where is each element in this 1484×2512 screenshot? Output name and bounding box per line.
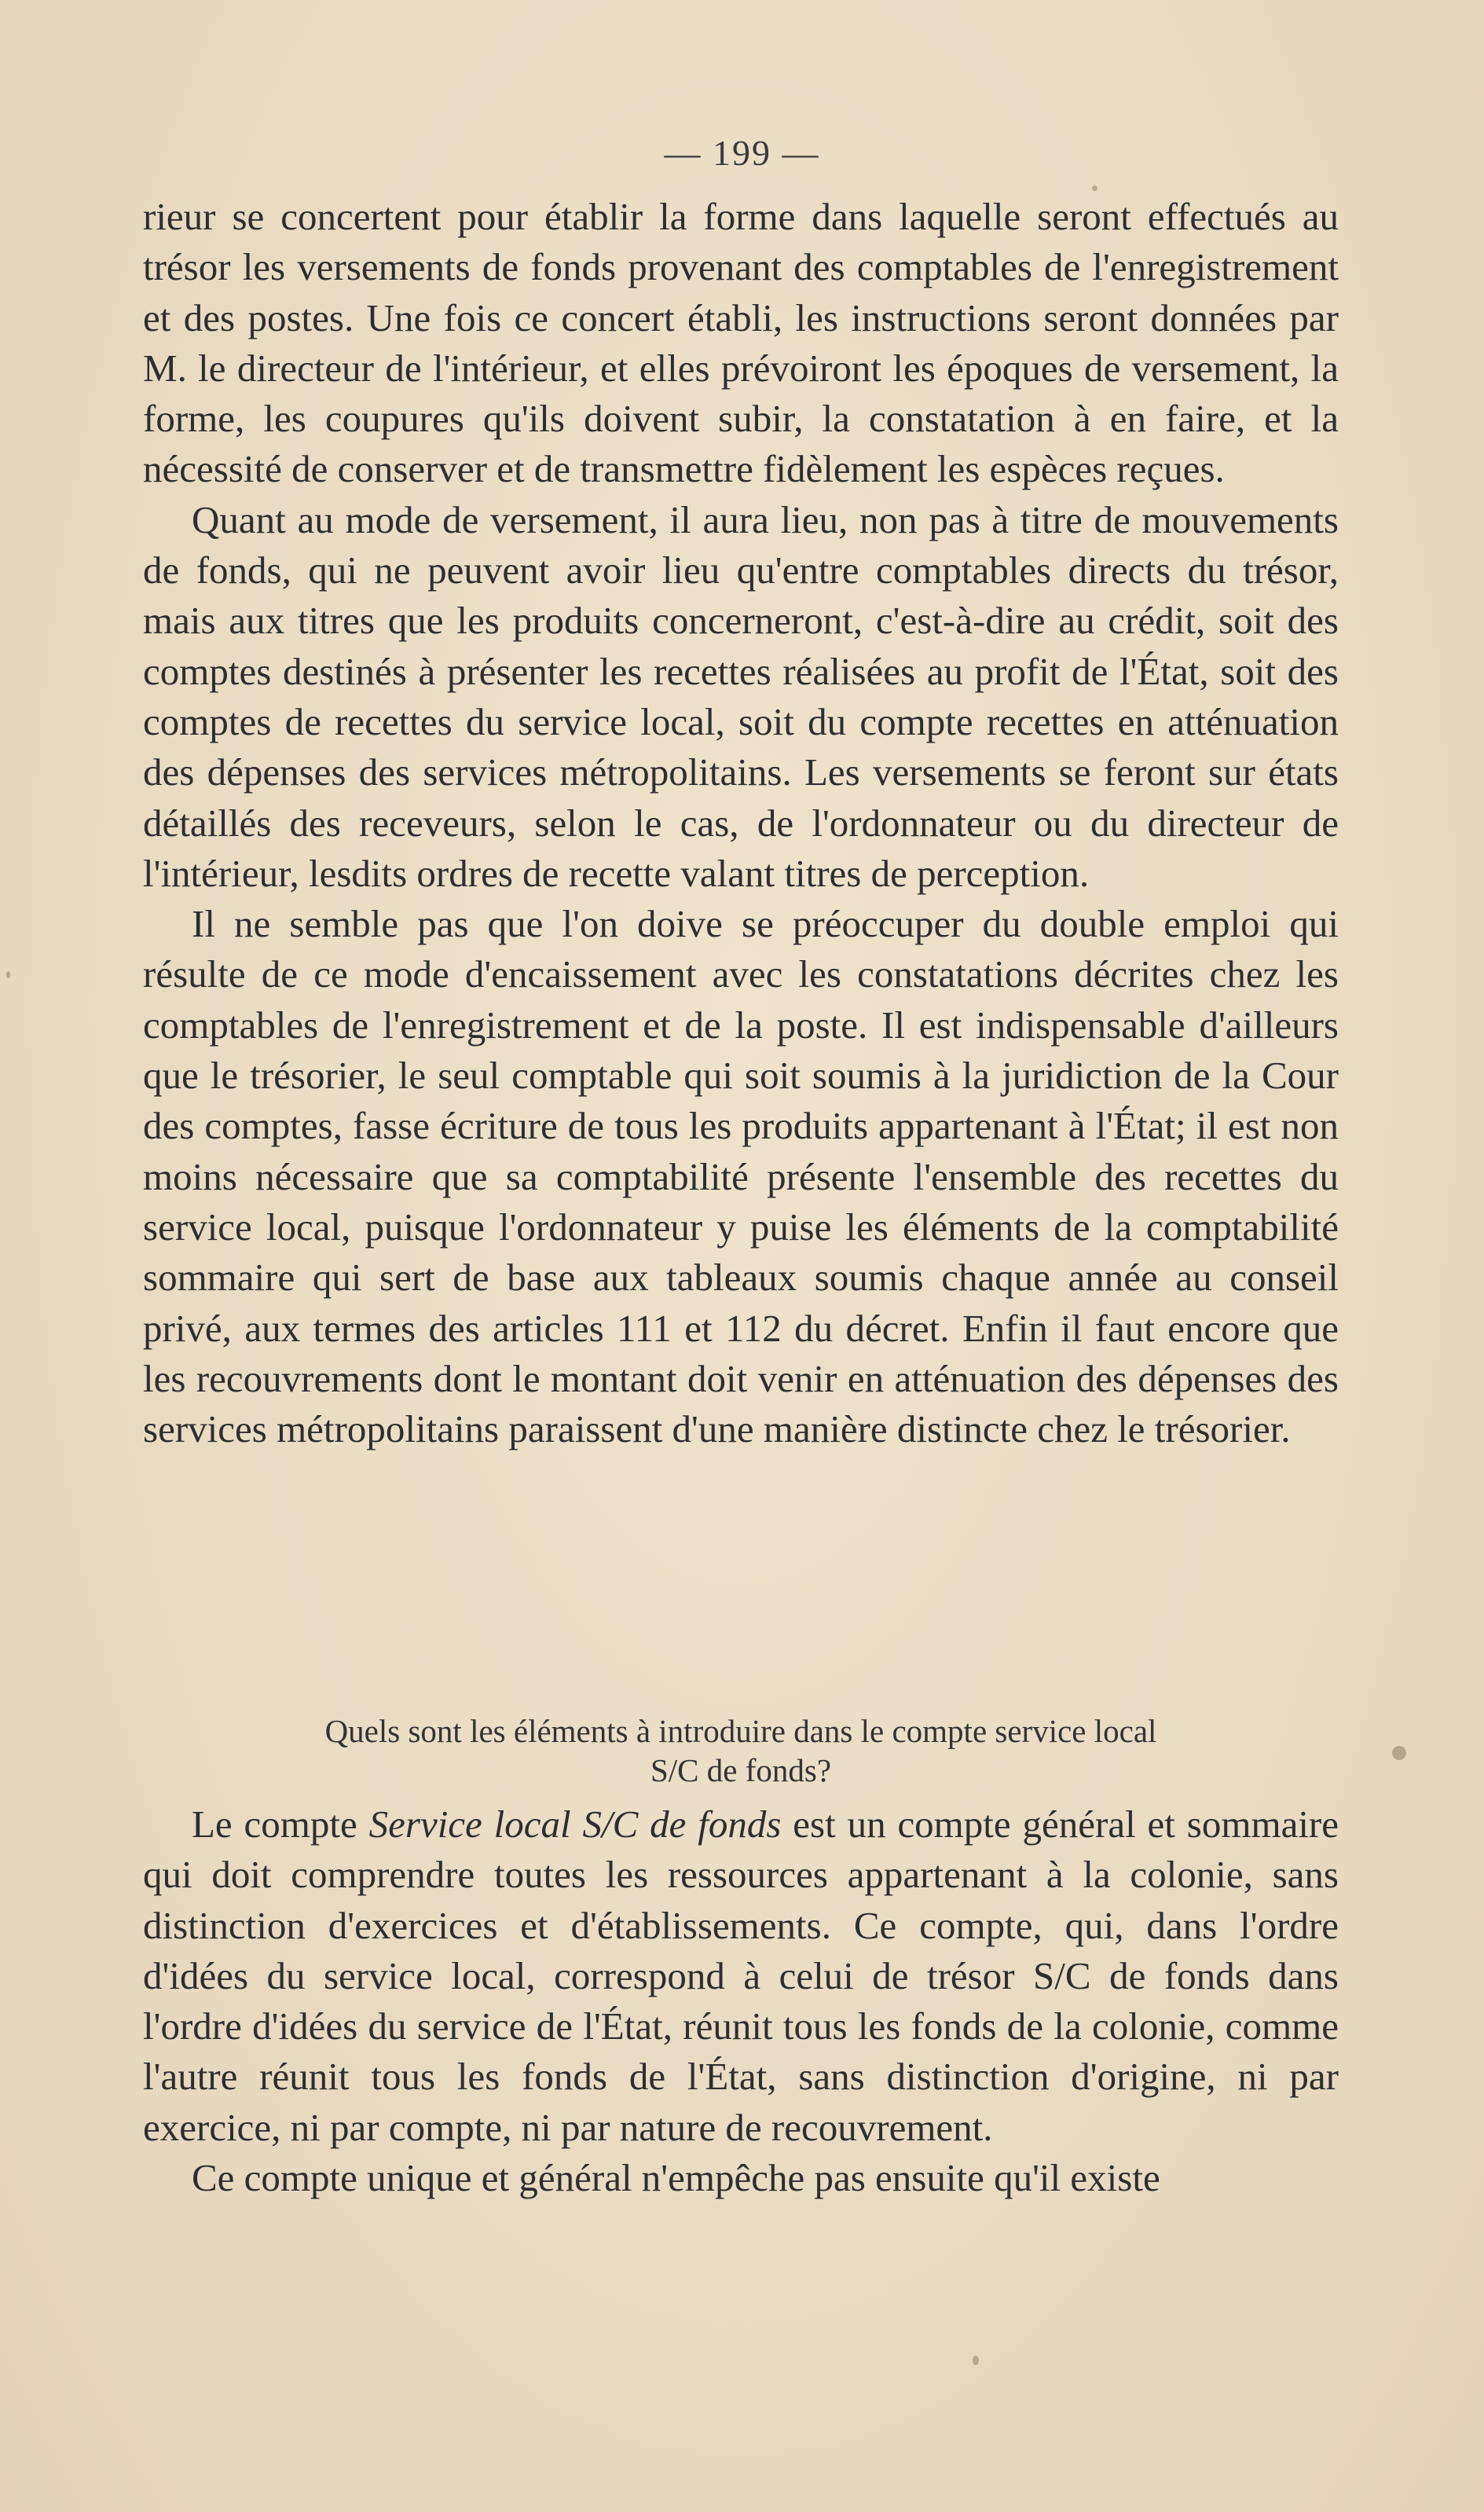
section-heading bbox=[143, 1711, 1339, 1790]
paper-speck-left bbox=[6, 971, 10, 978]
paper-speck-bottom bbox=[973, 2356, 979, 2365]
paper-speck-top bbox=[1092, 185, 1097, 191]
account-name-italic: Service local S/C de fonds bbox=[368, 1802, 782, 1846]
paragraph-double-emploi: Il ne semble pas que l'on doive se préoccuper du double emploi qui résulte de ce mode d'encaissement avec les constatations décrites chez les comptables de l'enregistrement et de la poste. Il est indispensable d'ailleurs que le trésorier, le seul comptable qui soit soumis à la juridiction de la Cour des comptes, fasse écriture de tous les produits appartenant à l'État; il est non moins nécessaire que sa comptabilité présente l'ensemble des recettes du service local, puisque l'ordonnateur y puise les éléments de la comptabilité sommaire qui sert de base aux tableaux soumis chaque année au conseil privé, aux termes des articles 111 et 112 du décret. Enfin il faut encore que les recouvrements dont le montant doit venir en atténuation des dépenses des services métropolitains paraissent d'une manière distincte chez le trésorier. bbox=[143, 902, 1339, 1451]
paragraph-lead: Le compte bbox=[192, 1802, 369, 1846]
paragraph-mode-de-versement: Quant au mode de versement, il aura lieu, non pas à titre de mouvements de fonds, qui ne peuvent avoir lieu qu'entre comptables directs du trésor, mais aux titres que les produits concerneront, c'est-à-dire au crédit, soit des comptes destinés à présenter les recettes réalisées au profit de l'État, soit des comptes de recettes du service local, soit du compte recettes en atténuation des dépenses des services métropolitains. Les versements se feront sur états détaillés des receveurs, selon le cas, de l'ordonnateur ou du directeur de l'intérieur, lesdits ordres de recette valant titres de perception. bbox=[143, 497, 1339, 895]
paragraph-compte-unique: Ce compte unique et général n'empêche pas ensuite qu'il existe bbox=[192, 2156, 1160, 2200]
paper-speck-right bbox=[1392, 1746, 1406, 1760]
paragraph-continuation: rieur se concertent pour établir la forme dans laquelle seront effectués au trésor les versements de fonds provenant des comptables de l'enregistrement et des postes. Une fois ce concert établi, les instructions seront données par M. le directeur de l'intérieur, et elles prévoiront les époques de versement, la forme, les coupures qu'ils doivent subir, la constatation à en faire, et la nécessité de conserver et de transmettre fidèlement les espèces reçues. bbox=[143, 195, 1339, 491]
body-text-lower bbox=[143, 1799, 1339, 2203]
body-text-upper bbox=[143, 192, 1339, 1454]
page-number: — 199 — bbox=[664, 133, 820, 173]
section-heading-line-2: S/C de fonds? bbox=[650, 1752, 832, 1788]
paragraph-body: est un compte général et sommaire qui doit comprendre toutes les ressources appartenant à la colonie, sans distinction d'exercices et d'établissements. Ce compte, qui, dans l'ordre d'idées du service local, correspond à celui de trésor S/C de fonds dans l'ordre d'idées du service de l'État, réunit tous les fonds de la colonie, comme l'autre réunit tous les fonds de l'État, sans distinction d'origine, ni par exercice, ni par compte, ni par nature de recouvrement. bbox=[143, 1802, 1339, 2149]
section-heading-line-1: Quels sont les éléments à introduire dans le compte service local bbox=[324, 1713, 1157, 1749]
paragraph-compte-service-local bbox=[143, 1799, 1339, 2153]
